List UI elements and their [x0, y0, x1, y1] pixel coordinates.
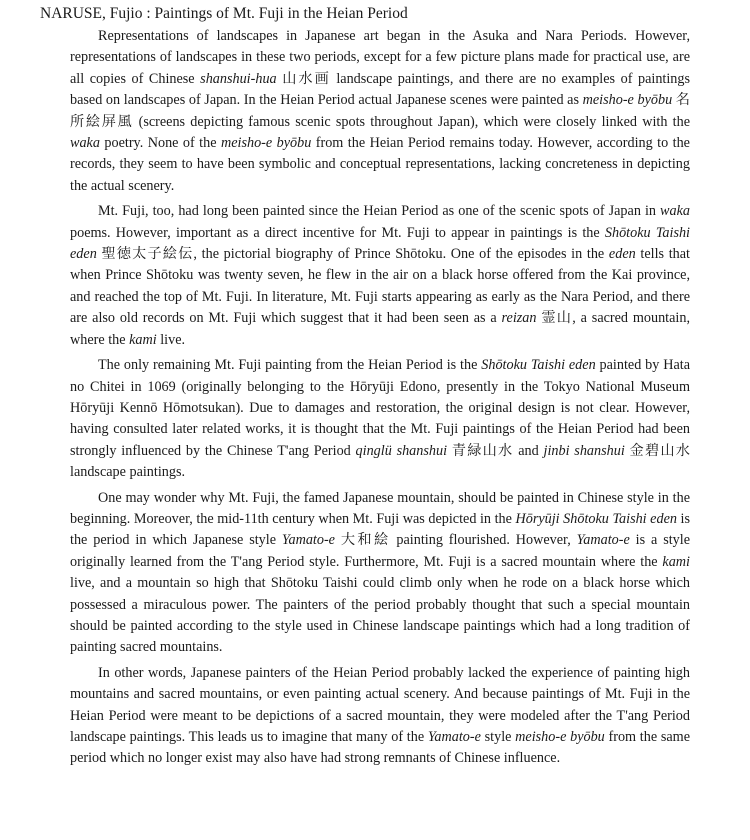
text-run: from the Heian Period remains today. However, according to the records, they seem to have been symbolic and conceptual representations, lacking concreteness in depicting the actual scenery.	[70, 135, 690, 194]
text-run: is a style originally learned from the T'ang Period style. Furthermore, Mt. Fuji is a sacred mountain where the	[70, 532, 691, 570]
text-run: In other words, Japanese painters of the Heian Period probably lacked the experience of painting high mountains and sacred mountains, or even painting actual scenery. And because paintings of Mt. Fuji in the Heian Period were meant to be depictions of a sacred mountain, they were modeled after the T'ang Period landscape paintings. This leads us to imagine that many of the	[70, 664, 690, 745]
text-run: live, and a mountain so high that Shōtoku Taishi could climb only when he rode on a black horse which possessed a miraculous power. The painters of the period probably thought that such a special mountain should be painted according to the style used in Chinese landscape paintings which had a long tradition of painting sacred mountains.	[70, 575, 690, 656]
text-run: 名所絵屏風 (screens depicting famous scenic spots throughout Japan), which were closely linked with the	[70, 92, 690, 130]
text-run: 金碧山水 landscape paintings.	[70, 442, 690, 481]
italic-term: eden	[608, 246, 636, 263]
text-run: 大和絵 painting flourished. However,	[334, 532, 577, 549]
italic-term: Yamato-e	[427, 729, 481, 745]
italic-term: Hōryūji Shōtoku Taishi eden	[515, 510, 677, 527]
article-paragraph	[70, 201, 690, 351]
italic-term: Shōtoku Taishi eden	[481, 357, 596, 374]
italic-term: reizan	[501, 310, 537, 327]
italic-term: qinglü shanshui	[355, 442, 448, 459]
article-paragraph	[70, 663, 690, 770]
italic-term: kami	[129, 331, 157, 348]
text-run: poems. However, important as a direct incentive for Mt. Fuji to appear in paintings is the	[70, 224, 605, 241]
italic-term: meisho-e byōbu	[220, 135, 312, 152]
text-run: Mt. Fuji, too, had long been painted since the Heian Period as one of the scenic spots of Japan in	[98, 203, 661, 220]
text-run: 聖徳太子絵伝, the pictorial biography of Prince Shōtoku. One of the episodes in the	[96, 246, 609, 263]
article-body	[70, 26, 690, 774]
text-run: is the period in which Japanese style	[70, 510, 690, 549]
article-paragraph	[70, 26, 690, 197]
text-run: tells that when Prince Shōtoku was twenty seven, he flew in the air on a black horse offered from the Kai province, and reached the top of Mt. Fuji. In literature, Mt. Fuji starts appearing as early as the Nara Period, and there are also old records on Mt. Fuji which suggest that it had been seen as a	[70, 246, 691, 327]
text-run: 霊山, a sacred mountain, where the	[70, 310, 690, 348]
italic-term: waka	[660, 203, 690, 220]
text-run: poetry. None of the	[99, 135, 221, 152]
text-run: 青緑山水 and	[447, 442, 544, 459]
text-run: live.	[156, 331, 186, 348]
text-run: One may wonder why Mt. Fuji, the famed Japanese mountain, should be painted in Chinese style in the beginning. Moreover, the mid-11th century when Mt. Fuji was depicted in the	[70, 489, 690, 527]
text-run: The only remaining Mt. Fuji painting from the Heian Period is the	[98, 357, 482, 374]
text-run: from the same period which no longer exist may also have had strong remnants of Chinese influence.	[70, 729, 691, 767]
text-run: Representations of landscapes in Japanese art began in the Asuka and Nara Periods. However, representations of landscapes in these two periods, except for a few picture plans made for practical use, are all copies of Chinese	[70, 28, 690, 87]
italic-term: jinbi shanshui	[543, 442, 625, 459]
italic-term: shanshui-hua	[200, 70, 277, 87]
text-run: painted by Hata no Chitei in 1069 (originally belonging to the Hōryūji Edono, presently in the Tokyo National Museum Hōryūji Kennō Hōmotsukan). Due to damages and restoration, the original design is not clear. However, having consulted later related works, it is thought that the Mt. Fuji paintings of the Heian Period had been strongly influenced by the Chinese T'ang Period	[70, 357, 690, 459]
italic-term: Yamato-e	[281, 532, 335, 549]
article-heading: NARUSE, Fujio : Paintings of Mt. Fuji in the Heian Period	[40, 5, 408, 22]
italic-term: kami	[662, 553, 690, 570]
italic-term: Shōtoku Taishi eden	[70, 224, 690, 263]
italic-term: Yamato-e	[576, 532, 630, 549]
italic-term: meisho-e byōbu	[515, 729, 605, 745]
article-paragraph	[70, 355, 690, 483]
italic-term: meisho-e byōbu	[582, 92, 673, 109]
text-run: style	[480, 729, 516, 745]
article-paragraph	[70, 488, 690, 659]
italic-term: waka	[70, 135, 100, 152]
text-run: 山水画 landscape paintings, and there are no examples of paintings based on landscapes of Japan. In the Heian Period actual Japanese scenes were painted as	[70, 70, 691, 109]
